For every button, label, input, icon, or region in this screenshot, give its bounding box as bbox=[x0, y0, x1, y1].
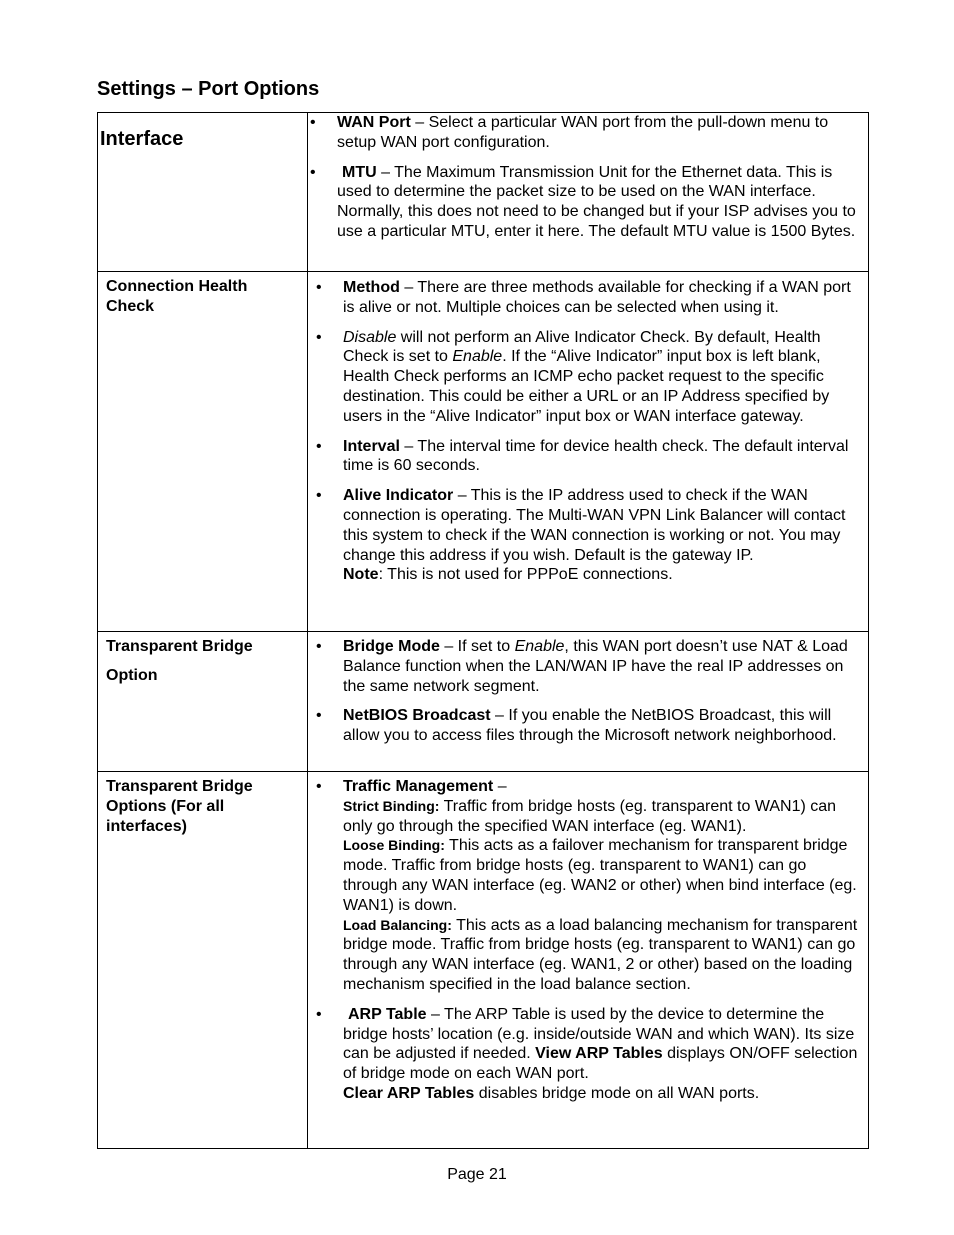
row-content-cell bbox=[308, 632, 869, 772]
row-label: Transparent Bridge Option bbox=[106, 638, 253, 684]
list-item: • WAN Port – Select a particular WAN port from the pull-down menu to setup WAN port configuration. bbox=[308, 113, 868, 153]
list-item: • Method – There are three methods available for checking if a WAN port is alive or not. Multiple choices can be selected when using it. bbox=[308, 278, 868, 318]
table-row-transparent-bridge-options-all bbox=[98, 772, 869, 1149]
row-content-cell bbox=[308, 113, 869, 272]
row-label: Transparent Bridge Options (For all interfaces) bbox=[106, 778, 253, 835]
list-item: • NetBIOS Broadcast – If you enable the NetBIOS Broadcast, this will allow you to access files through the Microsoft network neighborhood. bbox=[308, 706, 868, 746]
table-row-transparent-bridge-option bbox=[98, 632, 869, 772]
list-item: • MTU – The Maximum Transmission Unit for the Ethernet data. This is used to determine the packet size to be used on the WAN interface. Normally, this does not need to be changed but if your ISP advises you to use a particular MTU, enter it here. The default MTU value is 1500 Bytes. bbox=[308, 163, 868, 242]
table-row-connection-health-check bbox=[98, 272, 869, 632]
row-label-cell bbox=[98, 272, 308, 632]
row-label: Interface bbox=[100, 128, 184, 150]
page-number: Page 21 bbox=[447, 1166, 507, 1183]
list-item: • Traffic Management – Strict Binding: Traffic from bridge hosts (eg. transparent to WAN1) can only go through the specified WAN interface (eg. WAN1). Loose Binding: This acts as a failover mechanism for transparent bridge mode. Traffic from bridge hosts (eg. transparent to WAN1) can go through any WAN interface (eg. WAN2 or other) when bind interface (eg. WAN1) is down. Load Balancing: This acts as a load balancing mechanism for transparent bridge mode. Traffic from bridge hosts (eg. transparent to WAN1) can go through any WAN interface (eg. WAN1, 2 or other) based on the loading mechanism specified in the load balance section. bbox=[308, 777, 868, 995]
row-label: Connection Health Check bbox=[106, 278, 248, 315]
row-label-cell bbox=[98, 772, 308, 1149]
list-item: • ARP Table – The ARP Table is used by the device to determine the bridge hosts’ location (e.g. inside/outside WAN and which WAN). Its size can be adjusted if needed. View ARP Tables displays ON/OFF selection of bridge mode on each WAN port. Clear ARP Tables disables bridge mode on all WAN ports. bbox=[308, 1005, 868, 1104]
row-label-cell bbox=[98, 113, 308, 272]
list-item: • Interval – The interval time for device health check. The default interval time is 60 seconds. bbox=[308, 437, 868, 477]
list-item: • Disable will not perform an Alive Indicator Check. By default, Health Check is set to Enable. If the “Alive Indicator” input box is left blank, Health Check performs an ICMP echo packet request to the specific destination. This could be either a URL or an IP Address specified by users in the “Alive Indicator” input box or WAN interface gateway. bbox=[308, 328, 868, 427]
port-options-table bbox=[97, 112, 869, 1149]
row-label-cell bbox=[98, 632, 308, 772]
row-content-cell bbox=[308, 772, 869, 1149]
table-row-interface bbox=[98, 113, 869, 272]
row-content-cell bbox=[308, 272, 869, 632]
list-item: • Alive Indicator – This is the IP address used to check if the WAN connection is operating. The Multi-WAN VPN Link Balancer will contact this system to check if the WAN connection is working or not. You may change this address if you wish. Default is the gateway IP. Note: This is not used for PPPoE connections. bbox=[308, 486, 868, 585]
list-item: • Bridge Mode – If set to Enable, this WAN port doesn’t use NAT & Load Balance function when the LAN/WAN IP have the real IP addresses on the same network segment. bbox=[308, 637, 868, 696]
section-title: Settings – Port Options bbox=[97, 78, 320, 100]
